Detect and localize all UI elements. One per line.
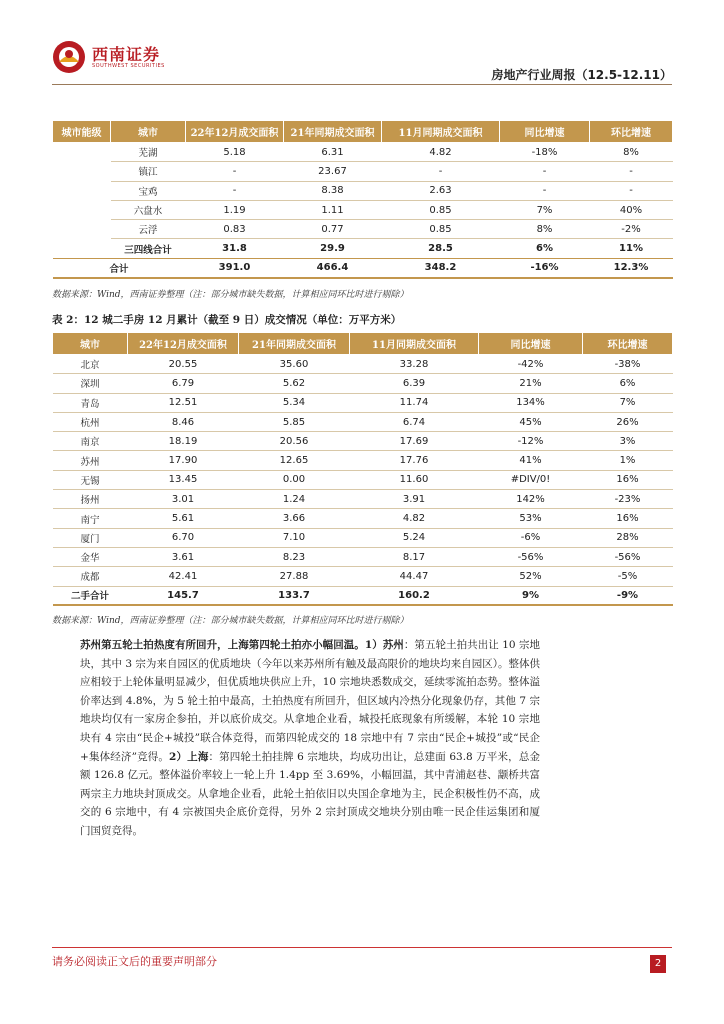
table-row xyxy=(53,490,673,509)
value-cell: 12.51 xyxy=(128,393,239,412)
city-cell: 北京 xyxy=(53,355,128,374)
value-cell: 142% xyxy=(479,490,583,509)
value-cell: -6% xyxy=(479,528,583,547)
value-cell: 3.91 xyxy=(350,490,479,509)
value-cell: 5.34 xyxy=(239,393,350,412)
table-row xyxy=(53,432,673,451)
value-cell: 53% xyxy=(479,509,583,528)
value-cell: 11.60 xyxy=(350,470,479,489)
table-row xyxy=(53,509,673,528)
value-cell: 6.70 xyxy=(128,528,239,547)
page-number: 2 xyxy=(650,955,666,973)
col-header-city: 城市 xyxy=(53,333,128,355)
city-cell: 苏州 xyxy=(53,451,128,470)
value-cell: -18% xyxy=(500,143,590,162)
value-cell: 40% xyxy=(590,200,673,219)
col-header-mom: 环比增速 xyxy=(590,121,673,143)
suzhou-text: ：第五轮土拍共出让 10 宗地块，其中 3 宗为来自园区的优质地块（今年以来苏州所有触及最高限价的地块均来自园区）。整体供应相较于上轮体量明显减少，但优质地块供应上升，10 宗地块悉数成交，延续零流拍态势。整体溢价率达到 4.8%，为 5 轮土拍中最高，土拍热度有所回升，但区域内冷热分化现象仍存，其他 7 宗地块均仅有一家房企参拍，并以底价成交。从拿地企业看，城投托底现象有所缓解，本轮 10 宗地块有 4 宗由“民企+城投”联合体竞得，而第四轮成交的 18 宗地中有 7 宗由“民企+城投”或“民企+集体经济”竞得。 xyxy=(80,639,540,763)
value-cell: 6% xyxy=(500,239,590,258)
value-cell: 8.38 xyxy=(284,181,382,200)
value-cell: 466.4 xyxy=(284,258,382,277)
value-cell: -23% xyxy=(583,490,673,509)
value-cell: 12.3% xyxy=(590,258,673,277)
table-row xyxy=(53,143,673,162)
city-cell: 深圳 xyxy=(53,374,128,393)
value-cell: - xyxy=(186,162,284,181)
value-cell: 3.61 xyxy=(128,547,239,566)
table-row xyxy=(53,528,673,547)
table-new-home-transactions xyxy=(52,120,673,279)
value-cell: 0.83 xyxy=(186,220,284,239)
value-cell: 8% xyxy=(590,143,673,162)
col-header-yoy: 同比增速 xyxy=(500,121,590,143)
city-cell: 青岛 xyxy=(53,393,128,412)
header-divider xyxy=(52,84,672,85)
value-cell: 6.79 xyxy=(128,374,239,393)
value-cell: -16% xyxy=(500,258,590,277)
value-cell: 52% xyxy=(479,567,583,586)
value-cell: 11% xyxy=(590,239,673,258)
value-cell: 0.00 xyxy=(239,470,350,489)
value-cell: 1% xyxy=(583,451,673,470)
value-cell: 145.7 xyxy=(128,586,239,605)
value-cell: -42% xyxy=(479,355,583,374)
city-cell: 成都 xyxy=(53,567,128,586)
value-cell: 5.62 xyxy=(239,374,350,393)
value-cell: 8.17 xyxy=(350,547,479,566)
value-cell: -38% xyxy=(583,355,673,374)
value-cell: 2.63 xyxy=(382,181,500,200)
value-cell: 28.5 xyxy=(382,239,500,258)
value-cell: 29.9 xyxy=(284,239,382,258)
table-row xyxy=(53,451,673,470)
value-cell: - xyxy=(590,162,673,181)
value-cell: 31.8 xyxy=(186,239,284,258)
value-cell: 0.85 xyxy=(382,220,500,239)
paragraph-lead: 苏州第五轮土拍热度有所回升，上海第四轮土拍亦小幅回温。 xyxy=(80,639,365,651)
shanghai-tag: 2）上海 xyxy=(169,750,209,763)
value-cell: 20.55 xyxy=(128,355,239,374)
table-header-row xyxy=(53,121,673,143)
value-cell: 5.61 xyxy=(128,509,239,528)
city-cell: 宝鸡 xyxy=(111,181,186,200)
table-row xyxy=(53,567,673,586)
table-header-row xyxy=(53,333,673,355)
value-cell: 1.19 xyxy=(186,200,284,219)
col-header-yoy: 同比增速 xyxy=(479,333,583,355)
analysis-paragraph xyxy=(80,636,540,841)
value-cell: 17.69 xyxy=(350,432,479,451)
table-row xyxy=(53,374,673,393)
table-row xyxy=(53,220,673,239)
value-cell: #DIV/0! xyxy=(479,470,583,489)
table-second-hand-transactions xyxy=(52,332,673,606)
value-cell: 35.60 xyxy=(239,355,350,374)
total-label: 二手合计 xyxy=(53,586,128,605)
shanghai-text: ：第四轮土拍挂牌 6 宗地块，均成功出让，总建面 63.8 万平米，总金额 126.8 亿元。整体溢价率较上一轮上升 1.4pp 至 3.69%，小幅回温，其中青浦赵巷、颛桥共富两宗主力地块封顶成交。从拿地企业看，此轮土拍依旧以央国企拿地为主，民企积极性仍不高，成交的 6 宗地中，有 4 宗被国央企底价竞得，另外 2 宗封顶成交地块分别由唯一民企佳运集团和厦门国贸竞得。 xyxy=(80,750,540,837)
tier-cell xyxy=(53,143,111,259)
subtotal-label: 三四线合计 xyxy=(111,239,186,258)
value-cell: 3.01 xyxy=(128,490,239,509)
city-cell: 云浮 xyxy=(111,220,186,239)
value-cell: 17.90 xyxy=(128,451,239,470)
value-cell: 4.82 xyxy=(350,509,479,528)
value-cell: 3% xyxy=(583,432,673,451)
report-title: 房地产行业周报（12.5-12.11） xyxy=(491,68,672,82)
page-header xyxy=(52,38,672,88)
city-cell: 金华 xyxy=(53,547,128,566)
footer-disclaimer: 请务必阅读正文后的重要声明部分 xyxy=(52,955,217,968)
value-cell: 391.0 xyxy=(186,258,284,277)
value-cell: 133.7 xyxy=(239,586,350,605)
table-row xyxy=(53,162,673,181)
value-cell: 5.85 xyxy=(239,412,350,431)
city-cell: 南宁 xyxy=(53,509,128,528)
table-row xyxy=(53,393,673,412)
value-cell: 0.85 xyxy=(382,200,500,219)
value-cell: 7% xyxy=(500,200,590,219)
value-cell: 28% xyxy=(583,528,673,547)
col-header-dec21: 21年同期成交面积 xyxy=(239,333,350,355)
table-row xyxy=(53,412,673,431)
footer-divider xyxy=(52,947,672,948)
logo-text-en: SOUTHWEST SECURITIES xyxy=(92,63,165,69)
value-cell: 6.39 xyxy=(350,374,479,393)
table-row xyxy=(53,355,673,374)
value-cell: 5.24 xyxy=(350,528,479,547)
value-cell: 26% xyxy=(583,412,673,431)
city-cell: 厦门 xyxy=(53,528,128,547)
value-cell: 4.82 xyxy=(382,143,500,162)
value-cell: 1.11 xyxy=(284,200,382,219)
suzhou-tag: 1）苏州 xyxy=(364,639,404,651)
value-cell: -56% xyxy=(583,547,673,566)
value-cell: 21% xyxy=(479,374,583,393)
col-header-dec22: 22年12月成交面积 xyxy=(186,121,284,143)
city-cell: 扬州 xyxy=(53,490,128,509)
value-cell: 6.74 xyxy=(350,412,479,431)
col-header-nov: 11月同期成交面积 xyxy=(382,121,500,143)
value-cell: 16% xyxy=(583,470,673,489)
table-row xyxy=(53,200,673,219)
value-cell: 33.28 xyxy=(350,355,479,374)
table2-title: 表 2：12 城二手房 12 月累计（截至 9 日）成交情况（单位：万平方米） xyxy=(52,314,402,326)
value-cell: 44.47 xyxy=(350,567,479,586)
table-row xyxy=(53,181,673,200)
value-cell: 7% xyxy=(583,393,673,412)
value-cell: 6.31 xyxy=(284,143,382,162)
table-row xyxy=(53,470,673,489)
value-cell: -5% xyxy=(583,567,673,586)
value-cell: -2% xyxy=(590,220,673,239)
value-cell: 8% xyxy=(500,220,590,239)
value-cell: 17.76 xyxy=(350,451,479,470)
value-cell: 348.2 xyxy=(382,258,500,277)
table2-source-note: 数据来源：Wind，西南证券整理（注：部分城市缺失数据，计算相应同环比时进行剔除） xyxy=(52,616,409,626)
value-cell: -9% xyxy=(583,586,673,605)
table1-source-note: 数据来源：Wind，西南证券整理（注：部分城市缺失数据，计算相应同环比时进行剔除） xyxy=(52,290,409,300)
value-cell: 7.10 xyxy=(239,528,350,547)
value-cell: 41% xyxy=(479,451,583,470)
value-cell: 8.23 xyxy=(239,547,350,566)
value-cell: - xyxy=(500,181,590,200)
value-cell: 5.18 xyxy=(186,143,284,162)
value-cell: 18.19 xyxy=(128,432,239,451)
logo-text-cn: 西南证券 xyxy=(92,45,161,64)
value-cell: 134% xyxy=(479,393,583,412)
value-cell: 12.65 xyxy=(239,451,350,470)
value-cell: -12% xyxy=(479,432,583,451)
city-cell: 南京 xyxy=(53,432,128,451)
company-logo xyxy=(52,40,202,76)
col-header-nov: 11月同期成交面积 xyxy=(350,333,479,355)
value-cell: 0.77 xyxy=(284,220,382,239)
value-cell: 45% xyxy=(479,412,583,431)
col-header-tier: 城市能级 xyxy=(53,121,111,143)
col-header-dec22: 22年12月成交面积 xyxy=(128,333,239,355)
value-cell: 20.56 xyxy=(239,432,350,451)
value-cell: 11.74 xyxy=(350,393,479,412)
total-label: 合计 xyxy=(53,258,186,277)
value-cell: - xyxy=(590,181,673,200)
value-cell: 23.67 xyxy=(284,162,382,181)
value-cell: -56% xyxy=(479,547,583,566)
value-cell: 3.66 xyxy=(239,509,350,528)
total-row xyxy=(53,258,673,277)
col-header-city: 城市 xyxy=(111,121,186,143)
city-cell: 杭州 xyxy=(53,412,128,431)
value-cell: 160.2 xyxy=(350,586,479,605)
total-row xyxy=(53,586,673,605)
value-cell: 9% xyxy=(479,586,583,605)
value-cell: 42.41 xyxy=(128,567,239,586)
value-cell: 13.45 xyxy=(128,470,239,489)
city-cell: 六盘水 xyxy=(111,200,186,219)
value-cell: 16% xyxy=(583,509,673,528)
value-cell: - xyxy=(186,181,284,200)
table-row xyxy=(53,547,673,566)
value-cell: - xyxy=(500,162,590,181)
value-cell: 1.24 xyxy=(239,490,350,509)
city-cell: 镇江 xyxy=(111,162,186,181)
logo-emblem-icon xyxy=(52,40,86,74)
value-cell: - xyxy=(382,162,500,181)
value-cell: 6% xyxy=(583,374,673,393)
col-header-mom: 环比增速 xyxy=(583,333,673,355)
col-header-dec21: 21年同期成交面积 xyxy=(284,121,382,143)
value-cell: 27.88 xyxy=(239,567,350,586)
city-cell: 芜湖 xyxy=(111,143,186,162)
value-cell: 8.46 xyxy=(128,412,239,431)
subtotal-row xyxy=(53,239,673,258)
city-cell: 无锡 xyxy=(53,470,128,489)
